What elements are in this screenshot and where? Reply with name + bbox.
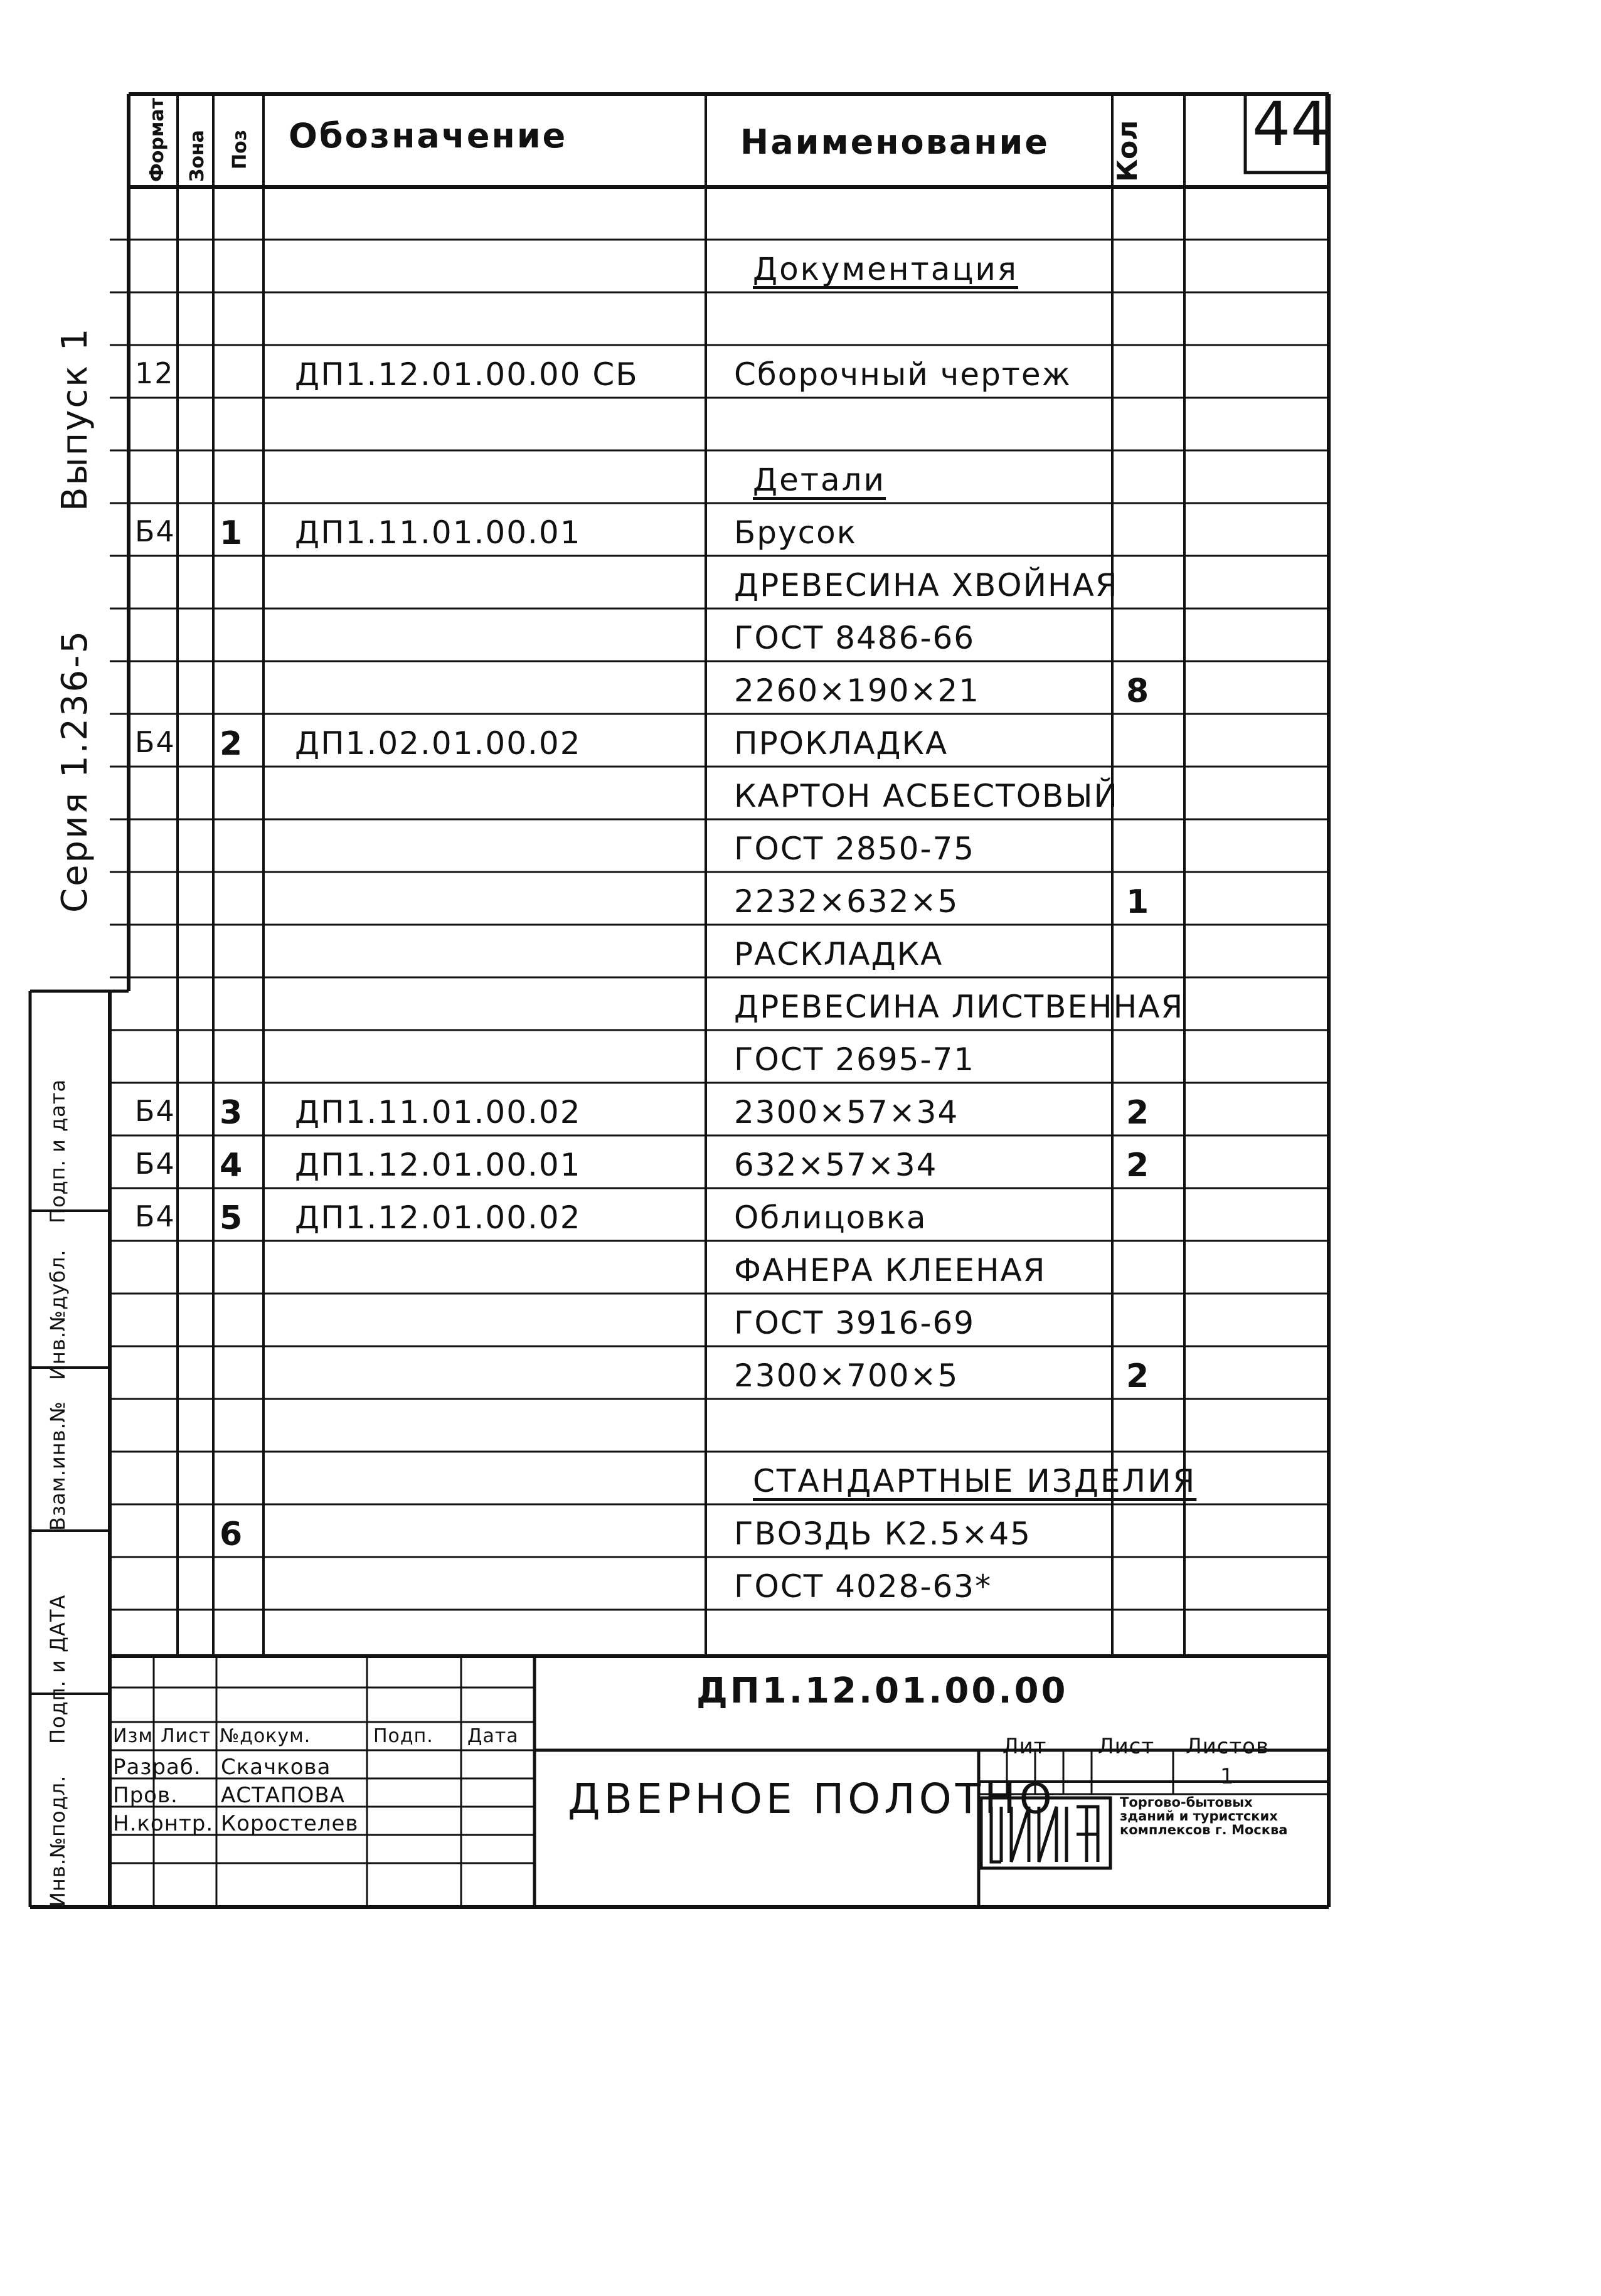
row-name: ГОСТ 4028-63* bbox=[734, 1568, 992, 1605]
header-designation: Обозначение bbox=[289, 116, 568, 156]
role-nkontr: Н.контр. bbox=[113, 1811, 214, 1836]
row-name: ГВОЗДЬ К2.5×45 bbox=[734, 1516, 1031, 1552]
sign-date-field-1: Подп. и дата bbox=[46, 1079, 70, 1223]
row-designation: ДП1.02.01.00.02 bbox=[295, 725, 582, 762]
row-format: Б4 bbox=[135, 514, 176, 548]
lit-label: Лит bbox=[1003, 1734, 1047, 1759]
cniiep-logo bbox=[979, 1794, 1117, 1872]
row-pos: 3 bbox=[220, 1094, 244, 1132]
row-name: ГОСТ 8486-66 bbox=[734, 620, 976, 656]
row-qty: 2 bbox=[1126, 1147, 1151, 1184]
row-designation: ДП1.12.01.00.00 СБ bbox=[295, 356, 639, 393]
page-number: 44 bbox=[1252, 89, 1329, 159]
inv-podl-field: Инв.№подл. bbox=[46, 1775, 70, 1907]
row-name: Сборочный чертеж bbox=[734, 356, 1072, 393]
row-pos: 6 bbox=[220, 1516, 244, 1553]
row-qty: 2 bbox=[1126, 1094, 1151, 1132]
row-format: Б4 bbox=[135, 725, 176, 759]
row-format: Б4 bbox=[135, 1094, 176, 1128]
header-qty: Кол bbox=[1112, 120, 1144, 182]
vzam-inv-field: Взам.инв.№ bbox=[46, 1401, 70, 1531]
role-prov: Пров. bbox=[113, 1783, 178, 1808]
inv-dubl-field: Инв.№дубл. bbox=[46, 1249, 70, 1380]
row-name: 2260×190×21 bbox=[734, 672, 981, 709]
sheet-label: Лист bbox=[1098, 1734, 1155, 1759]
name-razrab: Скачкова bbox=[221, 1755, 331, 1780]
row-pos: 1 bbox=[220, 514, 244, 552]
row-name: 2300×700×5 bbox=[734, 1358, 959, 1394]
row-qty: 1 bbox=[1126, 883, 1151, 921]
col-ndoc: №докум. bbox=[220, 1725, 311, 1747]
row-name: КАРТОН АСБЕСТОВЫЙ bbox=[734, 778, 1119, 814]
row-qty: 2 bbox=[1126, 1358, 1151, 1395]
role-razrab: Разраб. bbox=[113, 1755, 201, 1780]
header-zone: Зона bbox=[186, 130, 208, 182]
header-name: Наименование bbox=[740, 122, 1050, 162]
row-format: Б4 bbox=[135, 1147, 176, 1181]
col-data: Дата bbox=[467, 1725, 519, 1747]
row-name: СТАНДАРТНЫЕ ИЗДЕЛИЯ bbox=[753, 1463, 1197, 1499]
row-designation: ДП1.11.01.00.01 bbox=[295, 514, 582, 551]
row-pos: 5 bbox=[220, 1199, 244, 1237]
row-name: Детали bbox=[753, 462, 886, 498]
header-pos: Поз bbox=[229, 129, 251, 169]
row-name: Документация bbox=[753, 251, 1018, 287]
row-name: ГОСТ 2695-71 bbox=[734, 1041, 976, 1078]
row-designation: ДП1.12.01.00.01 bbox=[295, 1147, 582, 1183]
row-name: Облицовка bbox=[734, 1199, 927, 1236]
row-name: ФАНЕРА КЛЕЕНАЯ bbox=[734, 1252, 1046, 1289]
document-code: ДП1.12.01.00.00 bbox=[696, 1671, 1068, 1711]
row-name: 2232×632×5 bbox=[734, 883, 959, 920]
header-format: Формат bbox=[146, 98, 168, 182]
col-izm: Изм bbox=[113, 1725, 154, 1747]
row-name: ГОСТ 2850-75 bbox=[734, 831, 976, 867]
col-list: Лист bbox=[161, 1725, 211, 1747]
row-name: ГОСТ 3916-69 bbox=[734, 1305, 976, 1341]
row-designation: ДП1.12.01.00.02 bbox=[295, 1199, 582, 1236]
col-podp: Подп. bbox=[373, 1725, 433, 1747]
sheets-value: 1 bbox=[1220, 1764, 1235, 1789]
row-name: ДРЕВЕСИНА ХВОЙНАЯ bbox=[734, 567, 1119, 603]
name-nkontr: Коростелев bbox=[221, 1811, 359, 1836]
row-format: 12 bbox=[135, 356, 174, 390]
series-label: Серия 1.236-5 bbox=[55, 629, 95, 913]
sign-date-field-2: Подп. и ДАТА bbox=[46, 1594, 70, 1744]
name-prov: АСТАПОВА bbox=[221, 1783, 345, 1808]
row-name: Брусок bbox=[734, 514, 857, 551]
row-pos: 4 bbox=[220, 1147, 244, 1184]
sheets-label: Листов bbox=[1186, 1734, 1270, 1759]
row-designation: ДП1.11.01.00.02 bbox=[295, 1094, 582, 1130]
document-name: ДВЕРНОЕ ПОЛОТНО bbox=[568, 1775, 1056, 1823]
organization-name: Торгово-бытовых зданий и туристских комплексов г. Москва bbox=[1120, 1795, 1288, 1838]
row-name: РАСКЛАДКА bbox=[734, 936, 944, 972]
row-name: 2300×57×34 bbox=[734, 1094, 959, 1130]
issue-label: Выпуск 1 bbox=[55, 326, 95, 511]
row-pos: 2 bbox=[220, 725, 244, 763]
row-qty: 8 bbox=[1126, 672, 1151, 710]
row-name: ДРЕВЕСИНА ЛИСТВЕННАЯ bbox=[734, 989, 1184, 1025]
row-name: 632×57×34 bbox=[734, 1147, 938, 1183]
row-name: ПРОКЛАДКА bbox=[734, 725, 949, 762]
row-format: Б4 bbox=[135, 1199, 176, 1233]
